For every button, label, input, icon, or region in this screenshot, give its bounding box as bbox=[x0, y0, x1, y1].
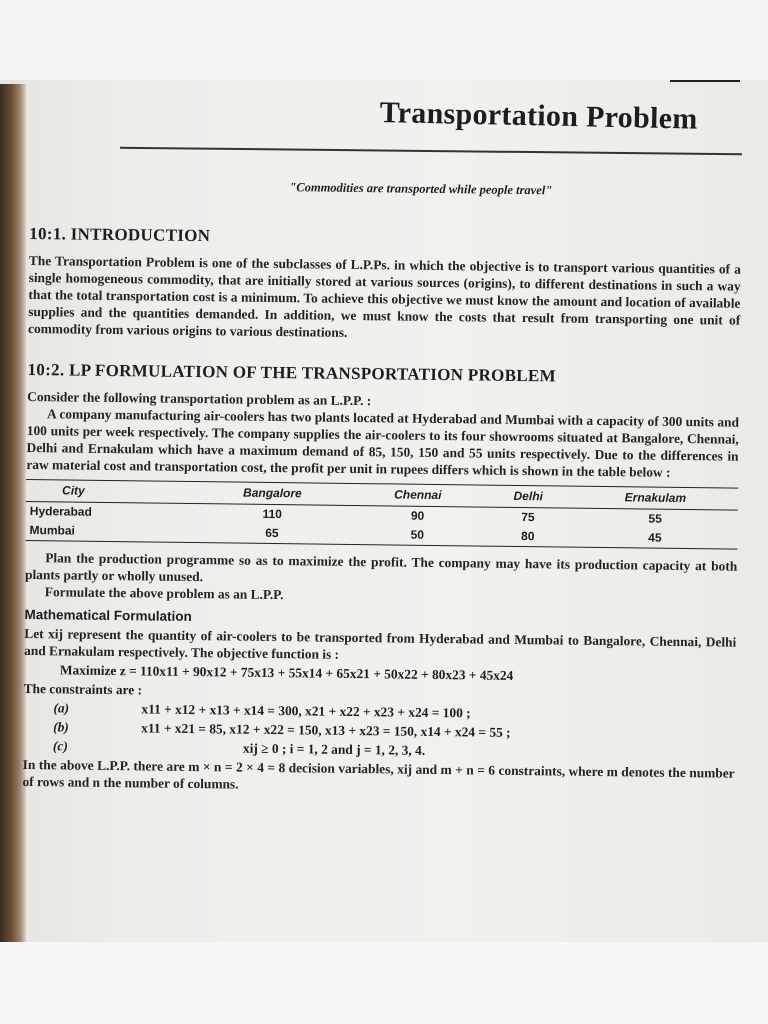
table-cell: Hyderabad bbox=[29, 504, 92, 519]
chapter-title: Transportation Problem bbox=[379, 96, 698, 136]
table-cell: 50 bbox=[351, 525, 483, 546]
math-intro: Let xij represent the quantity of air-coolers to be transported from Hyderabad and Mumbai to Bangalore, Chennai, Delhi and Ernakulam respectively. The objective function is : bbox=[24, 625, 737, 662]
epigraph: "Commodities are transported while people travel" bbox=[289, 180, 553, 198]
closing-paragraph: In the above L.P.P. there are m × n = 2 × 4 = 8 decision variables, xij and m + n = 6 constraints, where m denotes the number of rows and n the number of columns. bbox=[22, 756, 735, 792]
table-header: Chennai bbox=[352, 483, 484, 507]
table-header: Ernakulam bbox=[573, 486, 739, 510]
introduction-paragraph: The Transportation Problem is one of the subclasses of L.P.Ps. in which the objective is to transport various quantities of a single homogeneous commodity, that are initially stored at various sources (origins), to different destinations in such a way that the total transportation cost is a minimum. To achieve this objective we must know the amount and location of available supplies and the quantities demanded. In addition, we must know the costs that result from transporting one unit of commodity from various origins to various destinations. bbox=[27, 252, 741, 340]
profit-table bbox=[25, 479, 738, 550]
constraint-expression: xij ≥ 0 ; i = 1, 2 and j = 1, 2, 3, 4. bbox=[242, 740, 426, 758]
section-heading-introduction: 10:1. INTRODUCTION bbox=[29, 223, 211, 246]
math-formulation-heading: Mathematical Formulation bbox=[24, 606, 192, 625]
formulation-lead: Consider the following transportation problem as an L.P.P. : bbox=[27, 388, 372, 409]
table-cell: 55 bbox=[648, 511, 662, 526]
top-margin bbox=[0, 0, 768, 84]
problem-statement: A company manufacturing air-coolers has two plants located at Hyderabad and Mumbai with a capacity of 300 units and 100 units per week respectively. The company supplies the air-coolers to its four showrooms situated at Bangalore, Chennai, Delhi and Ernakulam which have a maximum demand of 85, 150, 150 and 55 units respectively. Due to the differences in raw material cost and transportation cost, the profit per unit in rupees differs which is shown in the table below : bbox=[26, 406, 740, 480]
constraint-label: (b) bbox=[53, 719, 69, 735]
table-cell: 45 bbox=[572, 528, 738, 550]
book-spine-shadow bbox=[0, 84, 26, 942]
header-rule bbox=[670, 80, 740, 82]
table-cell: 65 bbox=[192, 523, 351, 544]
table-header: Delhi bbox=[484, 485, 573, 508]
table-header: Bangalore bbox=[193, 482, 352, 506]
table-cell: 110 bbox=[262, 506, 282, 522]
constraint-label: (a) bbox=[53, 700, 70, 716]
constraint-label: (c) bbox=[52, 738, 68, 754]
constraint-expression: x11 + x12 + x13 + x14 = 300, x21 + x22 + x23 + x24 = 100 ; bbox=[141, 701, 471, 721]
constraint-expression: x11 + x21 = 85, x12 + x22 = 150, x13 + x23 = 150, x14 + x24 = 55 ; bbox=[141, 720, 511, 740]
section-heading-lp-formulation: 10:2. LP FORMULATION OF THE TRANSPORTATION PROBLEM bbox=[27, 359, 557, 386]
table-cell: 75 bbox=[521, 510, 535, 525]
objective-function: Maximize z = 110x11 + 90x12 + 75x13 + 55x14 + 65x21 + 50x22 + 80x23 + 45x24 bbox=[59, 662, 514, 683]
table-cell: Mumbai bbox=[25, 521, 192, 543]
table-header: City bbox=[26, 479, 193, 503]
formulate-task: Formulate the above problem as an L.P.P. bbox=[44, 584, 284, 603]
table-cell: 80 bbox=[483, 527, 572, 548]
page-content bbox=[22, 170, 742, 799]
constraints-lead: The constraints are : bbox=[23, 680, 143, 698]
plan-paragraph: Plan the production programme so as to maximize the profit. The company may have its production capacity at both plants partly or wholly unused. bbox=[24, 550, 738, 585]
table-cell: 90 bbox=[410, 508, 425, 523]
bottom-margin bbox=[0, 942, 768, 1024]
